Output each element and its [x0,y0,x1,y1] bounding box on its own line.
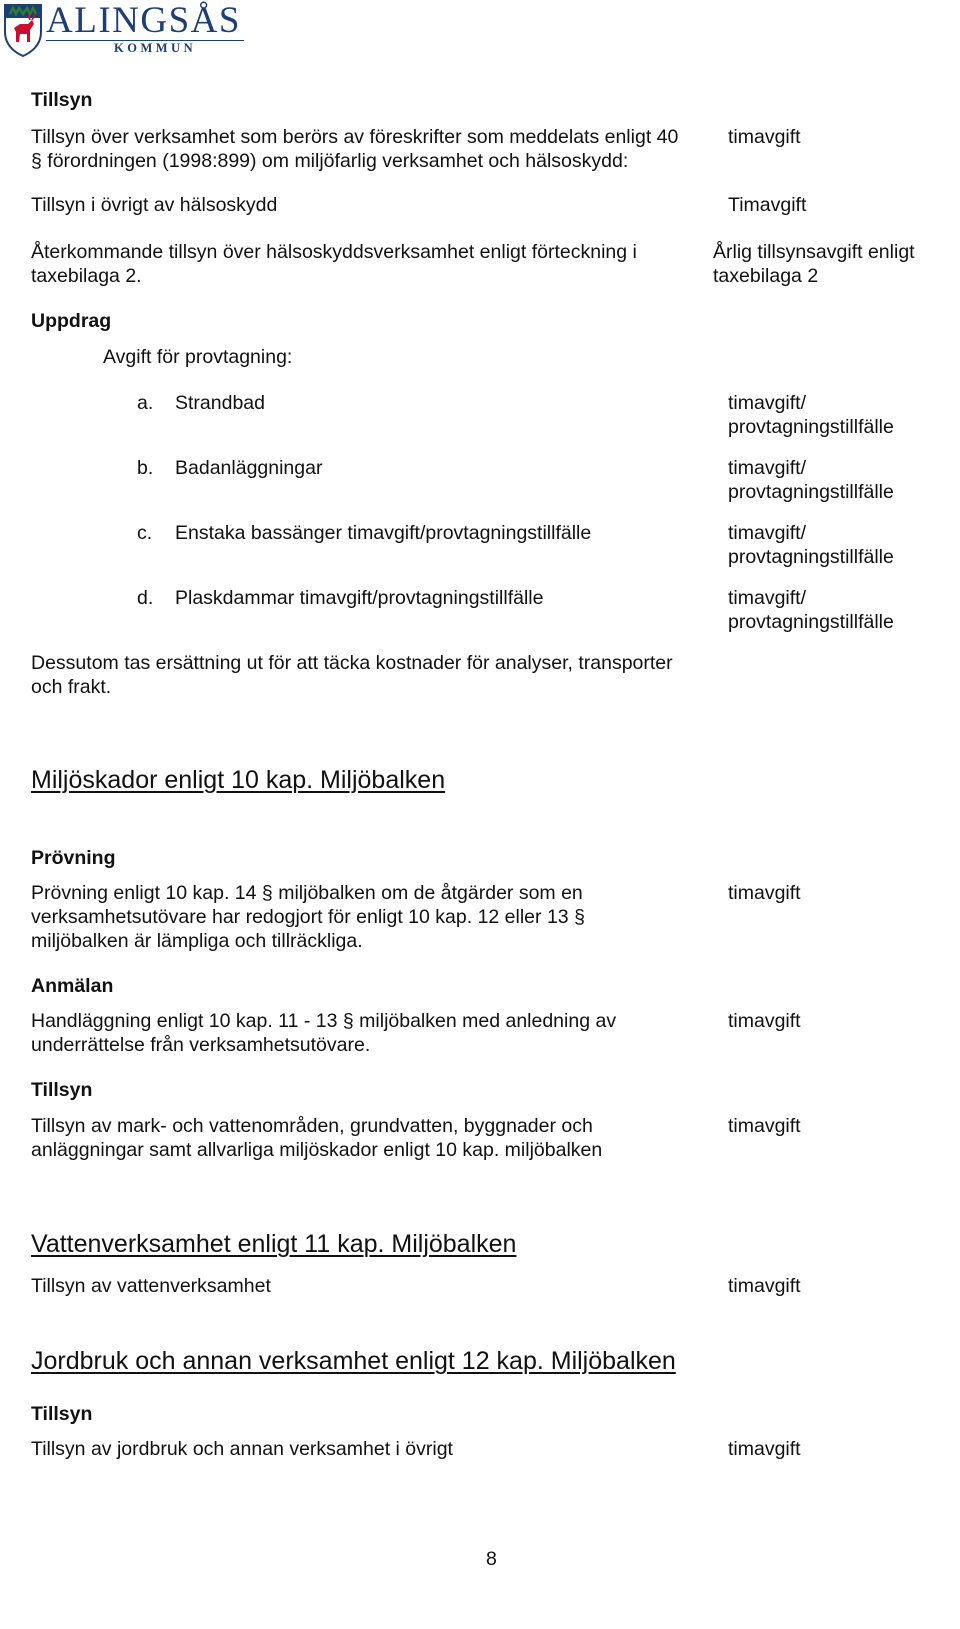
uppdrag-note-line2: och frakt. [31,676,112,698]
subheading-provning: Prövning [31,847,116,869]
kap12-fee: timavgift [728,1438,801,1460]
section-sign: § [31,150,42,172]
tillsyn-row3-fee-line1: Årlig tillsynsavgift enligt [713,241,915,263]
uppdrag-item-fee-line1: timavgift/ [728,392,807,414]
kap10-tillsyn-line1: Tillsyn av mark- och vattenområden, grundvatten, byggnader och [31,1115,593,1137]
uppdrag-item-fee-line2: provtagningstillfälle [728,416,894,438]
subheading-tillsyn: Tillsyn [31,1079,93,1101]
section-title-kap12: Jordbruk och annan verksamhet enligt 12 kap. Miljöbalken [31,1347,676,1375]
section-title-kap10: Miljöskador enligt 10 kap. Miljöbalken [31,766,446,794]
uppdrag-intro: Avgift för provtagning: [103,346,293,368]
page-number: 8 [486,1548,497,1570]
tillsyn-row3-line1: Återkommande tillsyn över hälsoskyddsverksamhet enligt förteckning i [31,241,637,263]
uppdrag-item-fee-line1: timavgift/ [728,457,807,479]
provning-line1: Prövning enligt 10 kap. 14 § miljöbalken om de åtgärder som en [31,882,583,904]
uppdrag-item-fee-line1: timavgift/ [728,587,807,609]
subheading-kap12-tillsyn: Tillsyn [31,1403,93,1425]
uppdrag-item-fee-line2: provtagningstillfälle [728,481,894,503]
kap10-tillsyn-line2: anläggningar samt allvarliga miljöskador enligt 10 kap. miljöbalken [31,1139,603,1161]
tillsyn-row3-fee-line2: taxebilaga 2 [713,265,819,287]
section-sign: § [342,1010,354,1032]
tillsyn-row1-line2: § förordningen (1998:899) om miljöfarlig verksamhet och hälsoskydd: [31,150,629,172]
uppdrag-item-letter: d. [137,587,154,609]
uppdrag-item-letter: c. [137,522,153,544]
provning-line3: miljöbalken är lämpliga och tillräckliga. [31,930,363,952]
uppdrag-item-fee-line2: provtagningstillfälle [728,546,894,568]
subheading-anmalan: Anmälan [31,975,114,997]
tillsyn-row2-fee: Timavgift [728,194,807,216]
section-title-kap11: Vattenverksamhet enligt 11 kap. Miljöbalken [31,1230,517,1258]
uppdrag-item-fee-line1: timavgift/ [728,522,807,544]
logo-subtitle: KOMMUN [114,41,197,55]
uppdrag-note-line1: Dessutom tas ersättning ut för att täcka kostnader för analyser, transporter [31,652,673,674]
provning-fee: timavgift [728,882,801,904]
kap11-text: Tillsyn av vattenverksamhet [31,1275,271,1297]
uppdrag-item-letter: a. [137,392,154,414]
tillsyn-row1-fee: timavgift [728,126,801,148]
uppdrag-item-letter: b. [137,457,154,479]
crest-icon [2,2,44,58]
alingsas-logo [0,0,250,60]
kap12-text: Tillsyn av jordbruk och annan verksamhet i övrigt [31,1438,453,1460]
uppdrag-item-fee-line2: provtagningstillfälle [728,611,894,633]
kap11-fee: timavgift [728,1275,801,1297]
provning-line2: verksamhetsutövare har redogjort för enligt 10 kap. 12 eller 13 § [31,906,585,928]
uppdrag-item-text: Enstaka bassänger timavgift/provtagningstillfälle [175,522,592,544]
tillsyn-row2-text: Tillsyn i övrigt av hälsoskydd [31,194,278,216]
section-heading-uppdrag: Uppdrag [31,310,112,332]
anmalan-fee: timavgift [728,1010,801,1032]
section-heading-tillsyn: Tillsyn [31,89,93,111]
section-sign: § [574,906,585,928]
uppdrag-item-text: Strandbad [175,392,265,414]
logo-name: ALINGSÅS [46,0,241,41]
anmalan-line1: Handläggning enligt 10 kap. 11 - 13 § miljöbalken med anledning av [31,1010,617,1032]
uppdrag-item-text: Badanläggningar [175,457,323,479]
kap10-tillsyn-fee: timavgift [728,1115,801,1137]
tillsyn-row1-line1: Tillsyn över verksamhet som berörs av föreskrifter som meddelats enligt 40 [31,126,679,148]
tillsyn-row3-line2: taxebilaga 2. [31,265,142,287]
section-sign: § [261,882,273,904]
uppdrag-item-text: Plaskdammar timavgift/provtagningstillfälle [175,587,544,609]
anmalan-line2: underrättelse från verksamhetsutövare. [31,1034,371,1056]
